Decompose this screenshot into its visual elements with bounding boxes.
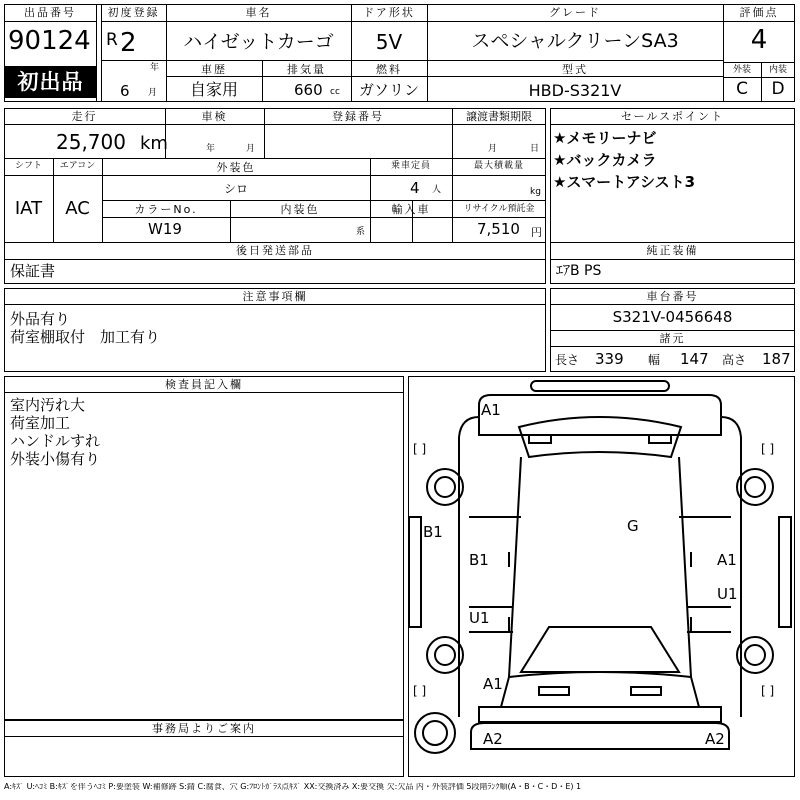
- notes-lines: [10, 310, 160, 346]
- max-load-label: 最大積載量: [473, 161, 524, 171]
- inspection-month-unit: 月: [246, 144, 256, 154]
- mark-bumper-left: A2: [483, 730, 503, 748]
- model-value: HBD-S321V: [528, 81, 622, 100]
- bracket-left-top: [ ]: [413, 442, 427, 456]
- score-label: 評価点: [739, 6, 779, 19]
- inspector-line: 荷室加工: [10, 414, 71, 432]
- genuine-label: 純正装備: [646, 244, 699, 257]
- interior-grade: D: [771, 79, 785, 99]
- shift-label: シフト: [14, 161, 42, 171]
- car-diagram: [408, 376, 795, 777]
- genuine-value: ｴｱB PS: [556, 263, 602, 279]
- height-value: 187: [762, 350, 791, 368]
- history-label: 車歴: [201, 63, 227, 76]
- notes-label: 注意事項欄: [242, 290, 308, 303]
- length-label: 長さ: [555, 353, 580, 367]
- inspection-year-unit: 年: [206, 144, 216, 154]
- later-parts-label: 後日発送部品: [236, 244, 314, 257]
- selling-point-2: ★バックカメラ: [553, 151, 657, 169]
- color-no-label: カラーNo.: [134, 203, 198, 216]
- inspector-line: ハンドルすれ: [10, 432, 101, 450]
- inspector-line: 外装小傷有り: [10, 450, 101, 468]
- recycle-label: リサイクル預託金: [463, 204, 535, 214]
- year-unit: 年: [150, 63, 160, 73]
- interior-label: 内装: [768, 65, 787, 75]
- exterior-grade: C: [736, 79, 748, 99]
- mileage-value: 25,700: [56, 130, 126, 154]
- recycle-unit: 円: [531, 226, 542, 239]
- mark-right-door-rear: U1: [717, 585, 738, 603]
- interior-color-unit: 系: [356, 227, 366, 237]
- mark-front-top: A1: [481, 401, 501, 419]
- capacity-label: 乗車定員: [390, 161, 431, 171]
- mileage-label: 走行: [71, 110, 98, 123]
- note-line: 外品有り: [10, 310, 71, 328]
- capacity-unit: 人: [432, 185, 442, 195]
- displacement-value: 660: [294, 81, 323, 99]
- displacement-unit: cc: [330, 87, 340, 97]
- later-parts-value: 保証書: [10, 262, 56, 280]
- door-value: 5V: [375, 30, 403, 54]
- bracket-left-bottom: [ ]: [413, 684, 427, 698]
- mark-left-door-front: B1: [469, 551, 489, 569]
- lot-number: 90124: [8, 26, 91, 56]
- mileage-unit: km: [140, 133, 168, 154]
- inspector-label: 検査員記入欄: [165, 378, 243, 391]
- reg-number-label: 登録番号: [332, 110, 384, 123]
- mark-left-door-rear: U1: [469, 609, 490, 627]
- interior-color-label: 内装色: [280, 203, 320, 216]
- import-label: 輸入車: [391, 203, 431, 216]
- transfer-label: 譲渡書類期限: [466, 110, 532, 123]
- shift-value: IAT: [14, 198, 43, 219]
- recycle-value: 7,510: [477, 220, 520, 238]
- color-value: シロ: [223, 182, 248, 196]
- bracket-right-bottom: [ ]: [761, 684, 775, 698]
- grade-value: スペシャルクリーンSA3: [471, 30, 679, 52]
- mark-rear-left: A1: [483, 675, 503, 693]
- height-label: 高さ: [722, 353, 747, 367]
- transfer-day-unit: 日: [530, 144, 540, 154]
- color-no-value: W19: [148, 220, 182, 238]
- car-outline-diagram: [409, 377, 794, 776]
- aircon-value: AC: [65, 198, 90, 219]
- dims-label: 諸元: [659, 332, 686, 345]
- office-label: 事務局よりご案内: [152, 722, 256, 735]
- selling-point-1: ★メモリーナビ: [553, 129, 657, 147]
- note-line: 荷室棚取付 加工有り: [10, 328, 161, 346]
- model-label: 型式: [562, 63, 588, 76]
- grade-label: グレード: [549, 6, 601, 19]
- mark-g: G: [627, 517, 639, 535]
- first-reg-label: 初度登録: [107, 6, 160, 19]
- bracket-right-top: [ ]: [761, 442, 775, 456]
- selling-points-label: セールスポイント: [620, 110, 724, 123]
- era-year: 2: [120, 28, 137, 58]
- transfer-month-unit: 月: [488, 144, 498, 154]
- car-name: ハイゼットカーゴ: [183, 31, 334, 53]
- legend-footer: A:ｷｽﾞ U:ﾍｺﾐ B:ｷｽﾞを伴うﾍｺﾐ P:要塗装 W:補修跡 S:錆 C:腐食、穴 G:ﾌﾛﾝﾄｶﾞﾗｽ点ｷｽﾞ XX:交換済み X:要交換 欠:欠品 内・外装評価 5段階ﾗﾝｸ順(A・B・C・D・E) 1: [4, 783, 582, 791]
- exterior-label: 外装: [732, 65, 751, 75]
- selling-point-3: ★スマートアシスト3: [553, 173, 696, 191]
- chassis-label: 車台番号: [646, 290, 699, 303]
- month-unit: 月: [148, 88, 158, 98]
- mark-left-side: B1: [423, 523, 443, 541]
- displacement-label: 排気量: [287, 63, 326, 76]
- first-listing-badge: 初出品: [5, 66, 96, 98]
- width-label: 幅: [648, 353, 661, 367]
- width-value: 147: [680, 350, 709, 368]
- fuel-value: ガソリン: [358, 81, 419, 99]
- max-load-unit: kg: [530, 187, 541, 197]
- length-value: 339: [595, 350, 624, 368]
- inspection-label: 車検: [201, 110, 228, 123]
- color-label: 外装色: [216, 161, 256, 174]
- capacity-value: 4: [410, 179, 420, 197]
- car-name-label: 車名: [245, 6, 272, 19]
- score-value: 4: [750, 25, 768, 55]
- door-label: ドア形状: [363, 6, 415, 19]
- aircon-label: エアコン: [59, 161, 96, 171]
- first-reg-month: 6: [120, 82, 130, 100]
- fuel-label: 燃料: [376, 63, 402, 76]
- chassis-value: S321V-0456648: [612, 308, 733, 326]
- lot-label: 出品番号: [24, 6, 76, 19]
- mark-right-door-front: A1: [717, 551, 737, 569]
- mark-bumper-right: A2: [705, 730, 725, 748]
- era-letter: R: [106, 30, 118, 50]
- inspector-line: 室内汚れ大: [10, 396, 86, 414]
- history-value: 自家用: [189, 80, 238, 99]
- inspector-lines: [10, 396, 100, 468]
